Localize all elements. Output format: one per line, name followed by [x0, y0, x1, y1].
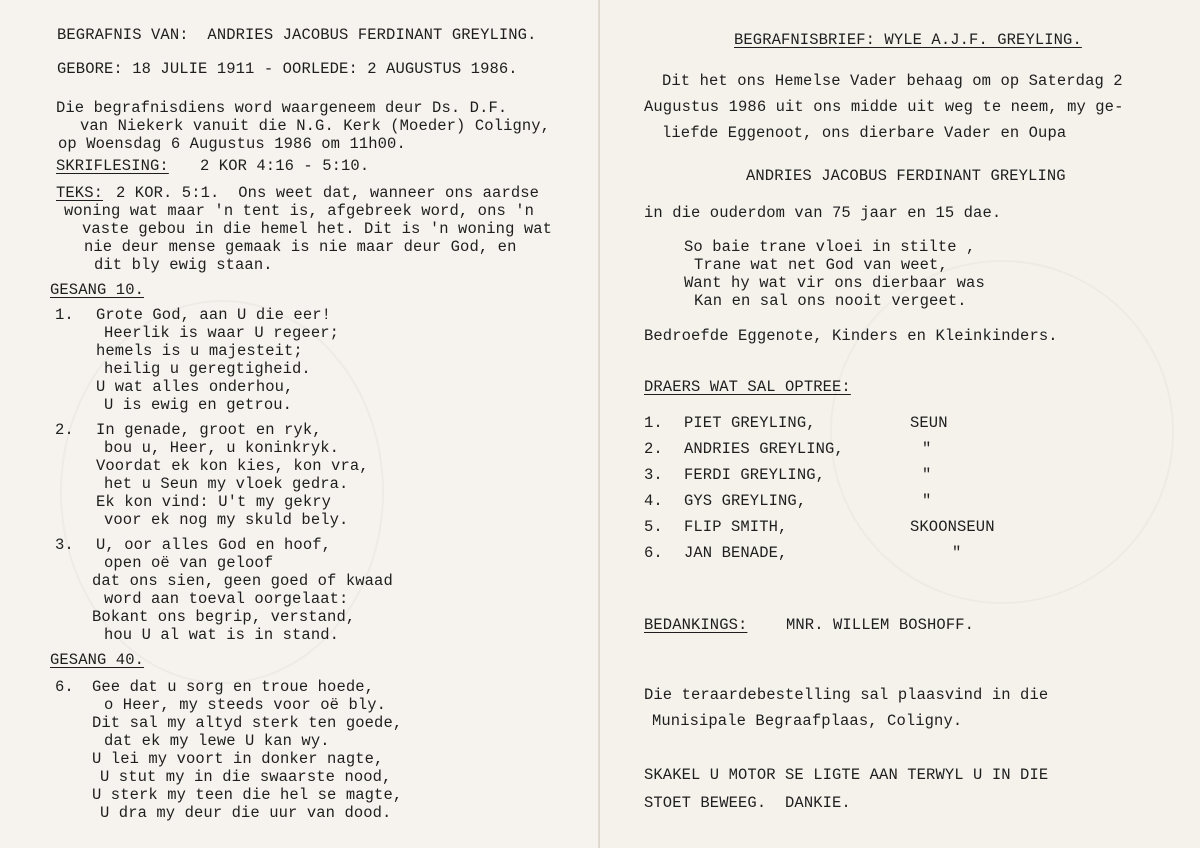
age-line: in die ouderdom van 75 jaar en 15 dae.	[644, 204, 1002, 222]
verse-line: heilig u geregtigheid.	[104, 360, 311, 378]
pallbearer-relation: "	[922, 440, 932, 458]
gesang-10-title: GESANG 10.	[50, 281, 145, 299]
verse-line: dat ek my lewe U kan wy.	[104, 732, 330, 750]
verse-line: hemels is u majesteit;	[96, 342, 303, 360]
verse-line: U stut my in die swaarste nood,	[100, 768, 392, 786]
thanks-name: MNR. WILLEM BOSHOFF.	[786, 616, 975, 634]
verse-number: 2.	[55, 421, 74, 439]
notice-line: SKAKEL U MOTOR SE LIGTE AAN TERWYL U IN DIE	[644, 766, 1049, 784]
pallbearer-name: PIET GREYLING,	[684, 414, 816, 432]
verse-line: U dra my deur die uur van dood.	[100, 804, 392, 822]
verse-line: Bokant ons begrip, verstand,	[92, 608, 356, 626]
verse-line: bou u, Heer, u koninkryk.	[104, 439, 340, 457]
pallbearers-title: DRAERS WAT SAL OPTREE:	[644, 378, 851, 396]
poem-line: Kan en sal ons nooit vergeet.	[694, 292, 967, 310]
thanks-label: BEDANKINGS:	[644, 616, 748, 634]
verse-line: U, oor alles God en hoof,	[96, 536, 332, 554]
service-line: Die begrafnisdiens word waargeneem deur Ds. D.F.	[56, 99, 508, 117]
verse-line: o Heer, my steeds voor oë bly.	[104, 696, 387, 714]
intro-line: Dit het ons Hemelse Vader behaag om op Saterdag 2	[662, 72, 1123, 90]
poem-line: Trane wat net God van weet,	[694, 256, 948, 274]
verse-line: voor ek nog my skuld bely.	[104, 511, 349, 529]
deceased-name: ANDRIES JACOBUS FERDINANT GREYLING	[746, 167, 1066, 185]
burial-line: Die teraardebestelling sal plaasvind in die	[644, 686, 1049, 704]
pallbearer-number: 3.	[644, 466, 663, 484]
verse-line: U is ewig en getrou.	[104, 396, 293, 414]
verse-line: word aan toeval oorgelaat:	[104, 590, 349, 608]
watermark-shape	[830, 260, 1174, 604]
verse-line: Grote God, aan U die eer!	[96, 306, 332, 324]
pallbearer-name: GYS GREYLING,	[684, 492, 807, 510]
teks-line: dit bly ewig staan.	[94, 256, 273, 274]
letter-title: BEGRAFNISBRIEF: WYLE A.J.F. GREYLING.	[734, 31, 1082, 49]
skriflesing-label: SKRIFLESING:	[56, 157, 169, 175]
verse-line: U lei my voort in donker nagte,	[92, 750, 384, 768]
verse-line: Voordat ek kon kies, kon vra,	[96, 457, 369, 475]
birth-death-dates: GEBORE: 18 JULIE 1911 - OORLEDE: 2 AUGUSTUS 1986.	[57, 60, 518, 78]
verse-line: hou U al wat is in stand.	[104, 626, 340, 644]
service-line: van Niekerk vanuit die N.G. Kerk (Moeder) Coligny,	[80, 117, 551, 135]
right-page	[600, 0, 1200, 848]
teks-line: woning wat maar 'n tent is, afgebreek word, ons 'n	[64, 202, 535, 220]
funeral-heading: BEGRAFNIS VAN: ANDRIES JACOBUS FERDINANT GREYLING.	[57, 26, 537, 44]
verse-line: U wat alles onderhou,	[96, 378, 294, 396]
pallbearer-name: FERDI GREYLING,	[684, 466, 826, 484]
teks-line: vaste gebou in die hemel het. Dit is 'n woning wat	[82, 220, 553, 238]
pallbearer-name: JAN BENADE,	[684, 544, 788, 562]
verse-line: Gee dat u sorg en troue hoede,	[92, 678, 375, 696]
teks-label: TEKS:	[56, 184, 104, 202]
pallbearer-relation: SEUN	[910, 414, 948, 432]
gesang-40-title: GESANG 40.	[50, 651, 145, 669]
pallbearer-relation: "	[922, 492, 932, 510]
verse-number: 6.	[55, 678, 74, 696]
verse-line: Ek kon vind: U't my gekry	[96, 493, 332, 511]
skriflesing-reference: 2 KOR 4:16 - 5:10.	[200, 157, 370, 175]
teks-line: nie deur mense gemaak is nie maar deur God, en	[84, 238, 517, 256]
verse-line: In genade, groot en ryk,	[96, 421, 322, 439]
verse-number: 1.	[55, 306, 74, 324]
verse-line: Heerlik is waar U regeer;	[104, 324, 340, 342]
pallbearer-number: 1.	[644, 414, 663, 432]
verse-line: U sterk my teen die hel se magte,	[92, 786, 403, 804]
verse-line: Dit sal my altyd sterk ten goede,	[92, 714, 403, 732]
verse-line: dat ons sien, geen goed of kwaad	[92, 572, 393, 590]
poem-line: So baie trane vloei in stilte ,	[684, 238, 976, 256]
poem-line: Want hy wat vir ons dierbaar was	[684, 274, 985, 292]
pallbearer-relation: "	[952, 544, 962, 562]
pallbearer-number: 2.	[644, 440, 663, 458]
pallbearer-relation: "	[922, 466, 932, 484]
verse-line: open oë van geloof	[104, 554, 274, 572]
intro-line: Augustus 1986 uit ons midde uit weg te neem, my ge-	[644, 98, 1124, 116]
pallbearer-name: FLIP SMITH,	[684, 518, 788, 536]
pallbearer-name: ANDRIES GREYLING,	[684, 440, 844, 458]
pallbearer-number: 5.	[644, 518, 663, 536]
pallbearer-number: 4.	[644, 492, 663, 510]
service-line: op Woensdag 6 Augustus 1986 om 11h00.	[58, 135, 406, 153]
notice-line: STOET BEWEEG. DANKIE.	[644, 794, 851, 812]
mourners-line: Bedroefde Eggenote, Kinders en Kleinkinders.	[644, 327, 1058, 345]
verse-line: het u Seun my vloek gedra.	[104, 475, 349, 493]
pallbearer-number: 6.	[644, 544, 663, 562]
intro-line: liefde Eggenoot, ons dierbare Vader en Oupa	[662, 124, 1067, 142]
teks-line: 2 KOR. 5:1. Ons weet dat, wanneer ons aardse	[116, 184, 540, 202]
verse-number: 3.	[55, 536, 74, 554]
pallbearer-relation: SKOONSEUN	[910, 518, 995, 536]
burial-line: Munisipale Begraafplaas, Coligny.	[652, 712, 963, 730]
